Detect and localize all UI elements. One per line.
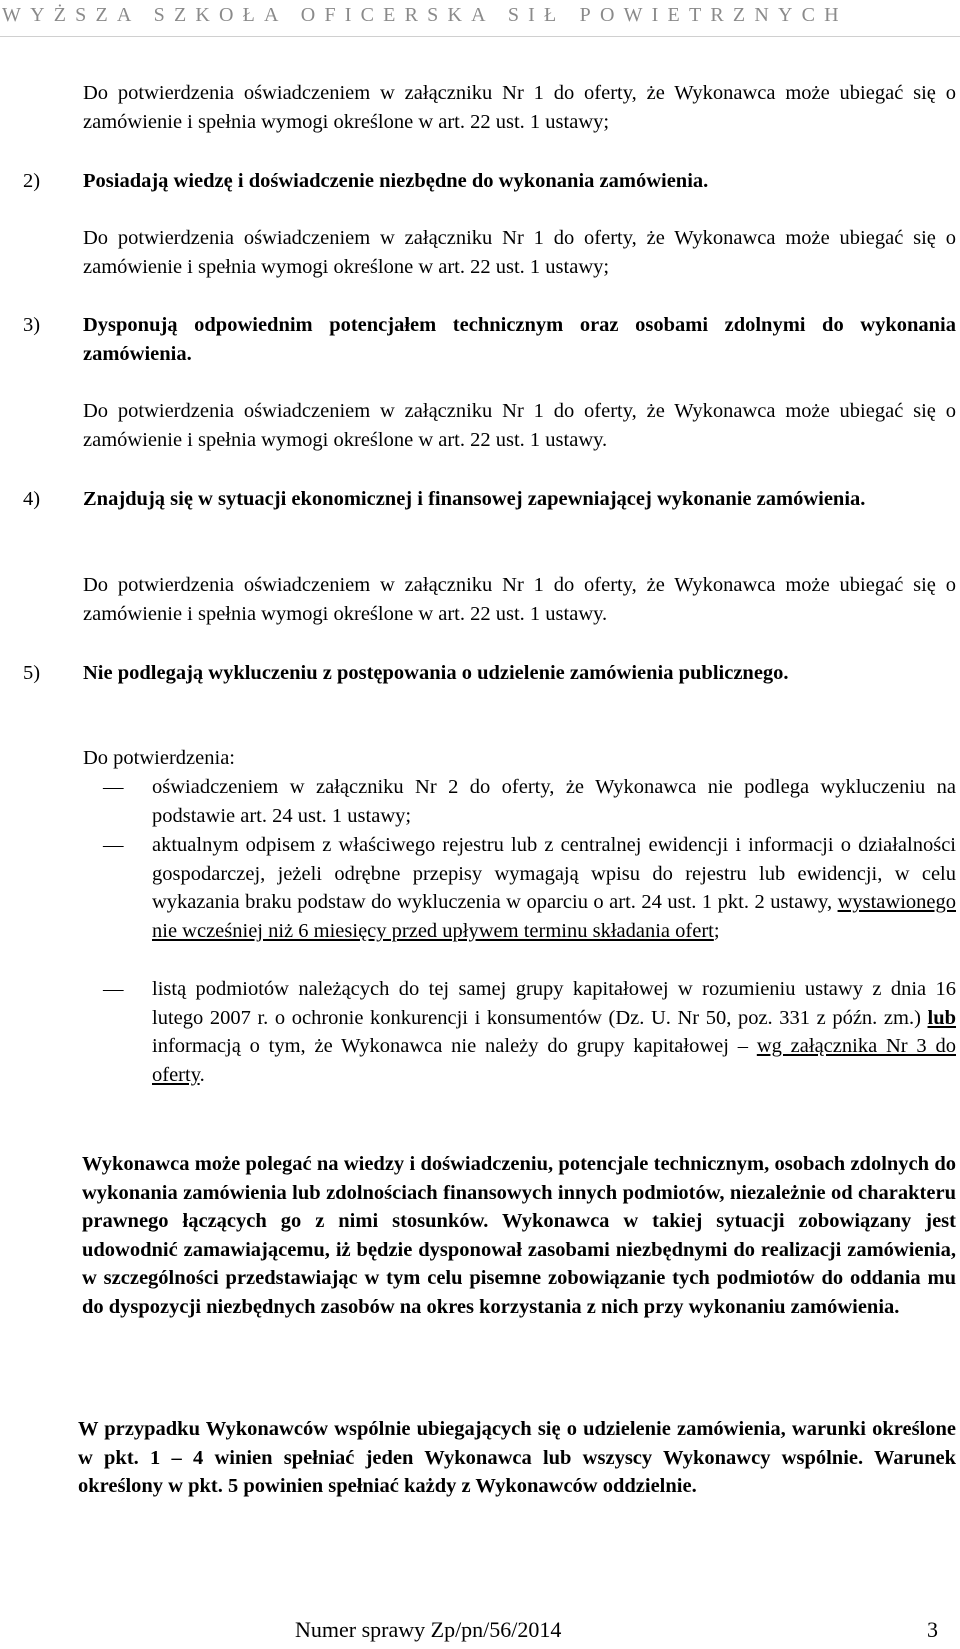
condition-2-confirmation: Do potwierdzenia oświadczeniem w załączniku Nr 1 do oferty, że Wykonawca może ubiegać się o zamówienie i spełnia wymogi określone w art. 22 ust. 1 ustawy; (83, 227, 956, 278)
evidence-text-end: ; (713, 919, 720, 942)
condition-title: Dysponują odpowiednim potencjałem technicznym oraz osobami zdolnymi do wykonania zamówienia. (83, 314, 956, 365)
condition-4 (23, 485, 956, 514)
joint-bidders-paragraph: W przypadku Wykonawców wspólnie ubiegających się o udzielenie zamówienia, warunki określone w pkt. 1 – 4 winien spełniać jeden Wykonawca lub wszyscy Wykonawcy wspólnie. Warunek określony w pkt. 5 powinien spełniać każdy z Wykonawców oddzielnie. (78, 1418, 956, 1497)
attachment-reference: wg załącznika Nr 3 do oferty (152, 1035, 956, 1086)
evidence-text-part: aktualnym odpisem z właściwego rejestru lub z centralnej ewidencji i informacji o działalności gospodarczej, jeżeli odrębne przepisy wymagają wpisu do rejestru lub ewidencji, w celu wykazania braku podstaw do wykluczenia w oparciu o art. 24 ust. 1 pkt. 2 ustawy, (152, 834, 956, 913)
condition-4-confirmation: Do potwierdzenia oświadczeniem w załączniku Nr 1 do oferty, że Wykonawca może ubiegać się o zamówienie i spełnia wymogi określone w art. 22 ust. 1 ustawy. (83, 574, 956, 625)
page-header: WYŻSZA SZKOŁA OFICERSKA SIŁ POWIETRZNYCH (2, 4, 848, 26)
dash-marker: — (103, 834, 124, 856)
reliance-paragraph: Wykonawca może polegać na wiedzy i doświadczeniu, potencjale technicznym, osobach zdolnych do wykonania zamówienia lub zdolnościach finansowych innych podmiotów, niezależnie od charakteru prawnego łączących go z nimi stosunków. Wykonawca w takiej sytuacji zobowiązany jest udowodnić zamawiającemu, iż będzie dysponował zasobami niezbędnymi do realizacji zamówienia, w szczególności przedstawiając w tym celu pisemne zobowiązanie tych podmiotów do oddania mu do dyspozycji niezbędnych zasobów na okres korzystania z nich przy wykonaniu zamówienia. (82, 1153, 956, 1318)
condition-title: Nie podlegają wykluczeniu z postępowania o udzielenie zamówienia publicznego. (83, 662, 789, 684)
evidence-text-end: . (199, 1063, 205, 1086)
condition-number: 2) (23, 170, 41, 192)
evidence-text-part: listą podmiotów należących do tej samej grupy kapitałowej w rozumieniu ustawy z dnia 16 lutego 2007 r. o ochronie konkurencji i konsumentów (Dz. U. Nr 50, poz. 331 z późn. zm.) (152, 978, 956, 1029)
condition-5 (23, 659, 956, 688)
case-number: Numer sprawy Zp/pn/56/2014 (295, 1617, 562, 1642)
evidence-text (152, 975, 956, 1089)
evidence-text-part: informacją o tym, że Wykonawca nie należy do grupy kapitałowej – (152, 1035, 757, 1057)
evidence-item-statement (103, 773, 956, 830)
condition-title: Posiadają wiedzę i doświadczenie niezbędne do wykonania zamówienia. (83, 170, 709, 192)
page-number: 3 (927, 1617, 938, 1642)
condition-title: Znajdują się w sytuacji ekonomicznej i finansowej zapewniającej wykonanie zamówienia. (83, 488, 866, 510)
evidence-text: oświadczeniem w załączniku Nr 2 do oferty, że Wykonawca nie podlega wykluczeniu na podstawie art. 24 ust. 1 ustawy; (152, 776, 956, 827)
condition-number: 5) (23, 662, 41, 684)
header-divider (0, 36, 960, 37)
condition-number: 3) (23, 314, 41, 336)
condition-2 (23, 167, 956, 196)
or-keyword: lub (927, 1006, 956, 1029)
condition-5-confirmation: Do potwierdzenia: (83, 747, 235, 769)
dash-marker: — (103, 978, 124, 1000)
dash-marker: — (103, 776, 124, 798)
validity-requirement: wystawionego nie wcześniej niż 6 miesięcy przed upływem terminu składania ofert (152, 891, 956, 942)
condition-3-confirmation: Do potwierdzenia oświadczeniem w załączniku Nr 1 do oferty, że Wykonawca może ubiegać się o zamówienie i spełnia wymogi określone w art. 22 ust. 1 ustawy. (83, 400, 956, 451)
evidence-item-capital-group (103, 975, 956, 1089)
evidence-item-registry (103, 831, 956, 945)
evidence-text (152, 831, 956, 945)
intro-paragraph: Do potwierdzenia oświadczeniem w załączniku Nr 1 do oferty, że Wykonawca może ubiegać się o zamówienie i spełnia wymogi określone w art. 22 ust. 1 ustawy; (83, 82, 956, 133)
condition-number: 4) (23, 488, 41, 510)
condition-3 (23, 311, 956, 368)
